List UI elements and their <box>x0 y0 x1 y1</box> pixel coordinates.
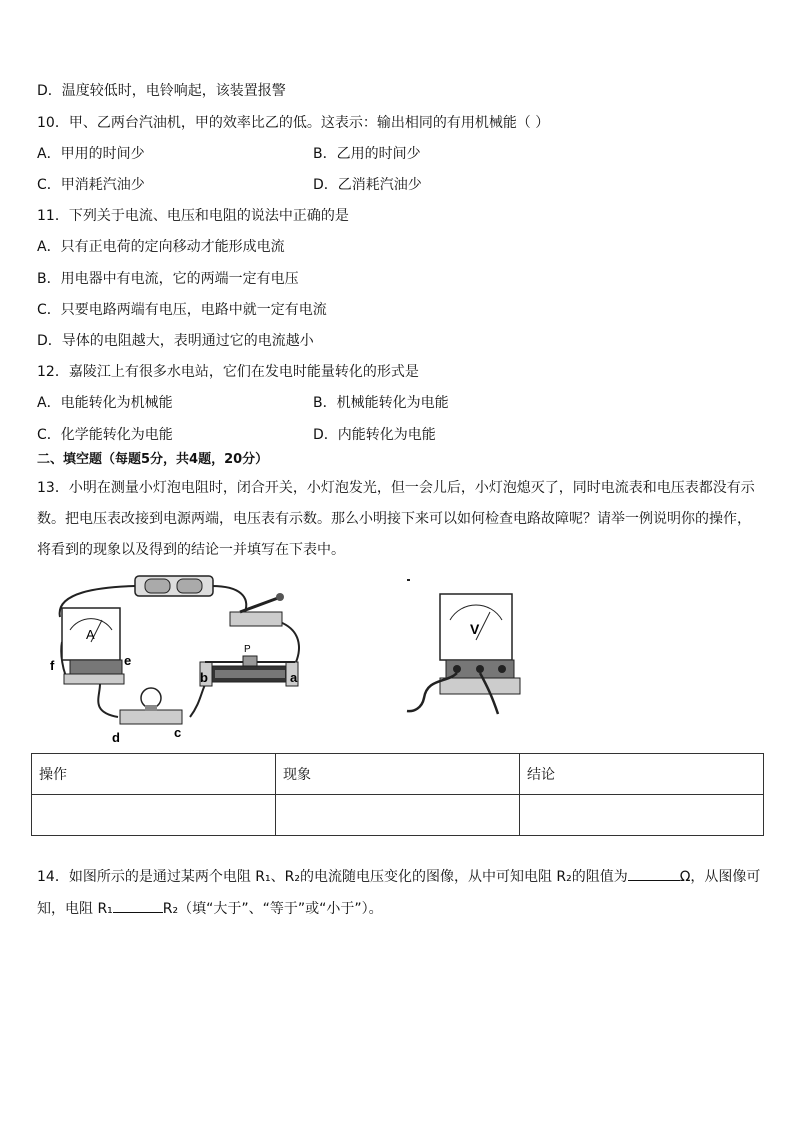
table-header-row <box>32 754 764 795</box>
rheostat-icon <box>200 644 298 686</box>
terminal-f: f <box>50 658 55 673</box>
q9-option-d: D．温度较低时，电铃响起，该装置报警 <box>37 83 286 99</box>
answer-table <box>31 753 764 836</box>
voltmeter-figure <box>402 578 532 718</box>
answer-cell-operation[interactable] <box>32 795 276 836</box>
section-title: 二、填空题（每题5分，共4题，20分） <box>37 452 269 467</box>
q12-option-a: A．电能转化为机械能 <box>37 395 173 411</box>
q11-option-a: A．只有正电荷的定向移动才能形成电流 <box>37 239 285 255</box>
header-phenomenon: 现象 <box>276 754 520 795</box>
q11-option-b: B．用电器中有电流，它的两端一定有电压 <box>37 271 299 287</box>
q13-line-2: 数。把电压表改接到电源两端，电压表有示数。那么小明接下来可以如何检查电路故障呢？请举一例说明你的操作， <box>37 511 751 527</box>
q14-line-2 <box>37 898 383 918</box>
voltmeter-icon <box>440 594 520 694</box>
q14-blank-2[interactable] <box>113 898 163 913</box>
lamp-icon <box>120 688 182 724</box>
q10-stem: 10．甲、乙两台汽油机，甲的效率比乙的低。这表示：输出相同的有用机械能（ ） <box>37 115 550 131</box>
voltmeter-symbol: V <box>470 621 480 637</box>
q14-line-2-text-b: R₂（填“大于”、“等于”或“小于”）。 <box>162 901 383 917</box>
table-row <box>32 795 764 836</box>
circuit-figure <box>40 572 320 747</box>
terminal-a: a <box>290 670 298 685</box>
q14-line-1 <box>37 866 760 886</box>
q10-option-d: D．乙消耗汽油少 <box>313 177 422 193</box>
q12-stem: 12．嘉陵江上有很多水电站，它们在发电时能量转化的形式是 <box>37 364 419 380</box>
q12-option-c: C．化学能转化为电能 <box>37 427 173 443</box>
q10-option-c: C．甲消耗汽油少 <box>37 177 145 193</box>
header-conclusion: 结论 <box>520 754 764 795</box>
answer-cell-conclusion[interactable] <box>520 795 764 836</box>
terminal-e: e <box>124 653 132 668</box>
q13-line-1: 13．小明在测量小灯泡电阻时，闭合开关，小灯泡发光，但一会儿后，小灯泡熄灭了，同时电流表和电压表都没有示 <box>37 480 755 496</box>
q14-line-1-text-b: Ω，从图像可 <box>679 869 761 885</box>
terminal-b: b <box>200 670 208 685</box>
switch-icon <box>230 593 284 626</box>
q12-option-d: D．内能转化为电能 <box>313 427 436 443</box>
q12-option-b: B．机械能转化为电能 <box>313 395 449 411</box>
q10-option-a: A．甲用的时间少 <box>37 146 145 162</box>
answer-cell-phenomenon[interactable] <box>276 795 520 836</box>
q14-blank-1[interactable] <box>628 866 680 881</box>
header-operation: 操作 <box>32 754 276 795</box>
battery-icon <box>135 576 213 596</box>
q14-line-2-text-a: 知，电阻 R₁ <box>37 901 113 917</box>
terminal-c: c <box>174 725 182 740</box>
slider-label: P <box>244 644 251 655</box>
ammeter-symbol: A <box>86 627 95 642</box>
q13-line-3: 将看到的现象以及得到的结论一并填写在下表中。 <box>37 542 345 558</box>
q11-stem: 11．下列关于电流、电压和电阻的说法中正确的是 <box>37 208 349 224</box>
terminal-d: d <box>112 730 120 745</box>
q10-option-b: B．乙用的时间少 <box>313 146 421 162</box>
q11-option-d: D．导体的电阻越大，表明通过它的电流越小 <box>37 333 314 349</box>
ammeter-icon <box>62 608 124 684</box>
q14-line-1-text-a: 14．如图所示的是通过某两个电阻 R₁、R₂的电流随电压变化的图像，从中可知电阻 R₂的阻值为 <box>37 869 628 885</box>
q11-option-c: C．只要电路两端有电压，电路中就一定有电流 <box>37 302 327 318</box>
